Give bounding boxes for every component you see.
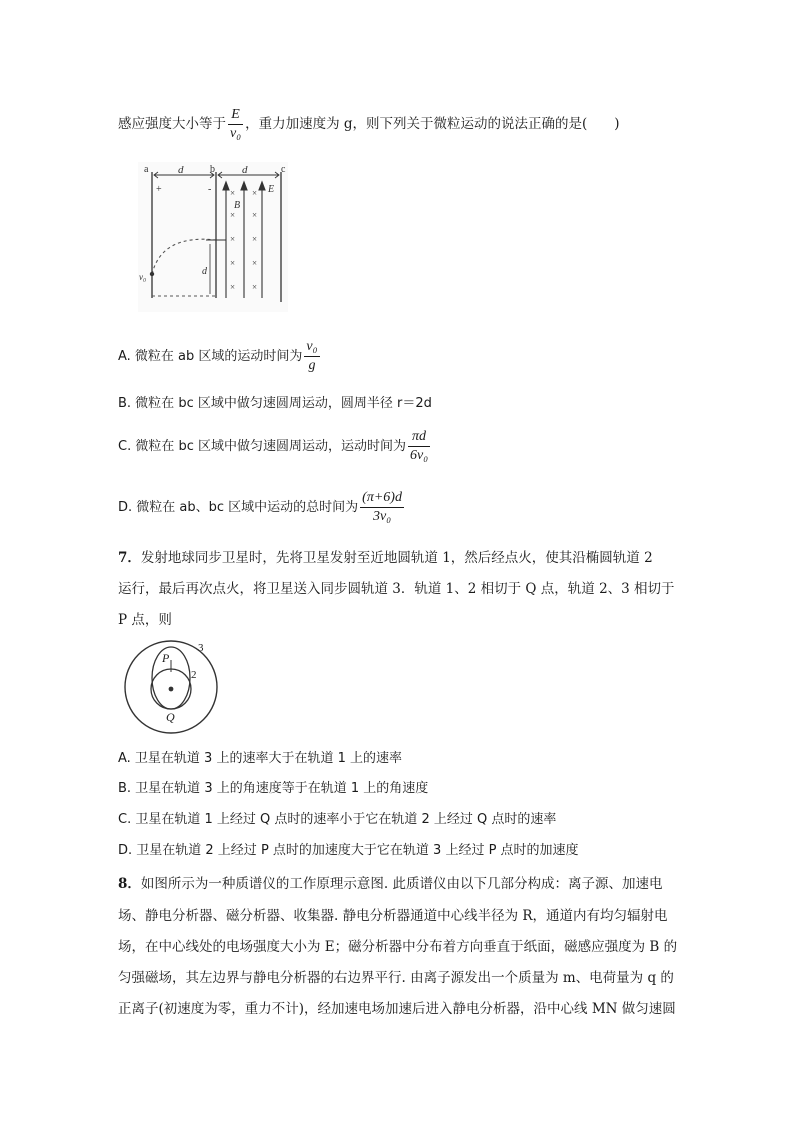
q7-option-b: B. 卫星在轨道 3 上的角速度等于在轨道 1 上的角速度 [118, 781, 429, 796]
label-E: E [268, 184, 275, 195]
fraction-numerator: (π+6)d [360, 489, 404, 508]
label-d-bc: d [242, 164, 248, 176]
label-b: b [210, 164, 215, 175]
question-text: 发射地球同步卫星时，先将卫星发射至近地圆轨道 1，然后经点火，使其沿椭圆轨道 2 [140, 550, 653, 566]
svg-text:×: × [230, 234, 236, 244]
option-c-fraction [408, 428, 430, 465]
option-text: D. 微粒在 ab、bc 区域中运动的总时间为 [118, 500, 359, 515]
label-P: P [162, 651, 170, 665]
svg-text:×: × [230, 258, 236, 268]
question-number: 8． [118, 876, 141, 892]
q6-option-b: B. 微粒在 bc 区域中做匀速圆周运动，圆周半径 r＝2d [118, 396, 432, 411]
q7-line-1 [118, 548, 653, 568]
q7-option-a: A. 卫星在轨道 3 上的速率大于在轨道 1 上的速率 [118, 751, 403, 766]
fraction-denominator: g [308, 358, 316, 373]
option-text: A. 微粒在 ab 区域的运动时间为 [118, 349, 303, 364]
svg-text:×: × [252, 258, 258, 268]
label-c: c [281, 164, 286, 175]
label-d-vertical: d [202, 266, 207, 277]
q6-intro-fraction [228, 106, 243, 143]
q6-intro-pre: 感应强度大小等于 [118, 116, 226, 132]
label-minus: - [208, 184, 212, 195]
svg-text:×: × [252, 282, 258, 292]
q8-line-1 [118, 874, 663, 894]
svg-text:×: × [252, 234, 258, 244]
fraction-denominator: v₀ [230, 126, 242, 141]
question-number: 7． [118, 550, 141, 566]
fraction-denominator: 6v₀ [410, 448, 429, 463]
q6-intro-post: ，重力加速度为 g，则下列关于微粒运动的说法正确的是( ) [245, 116, 620, 132]
label-d-ab: d [178, 164, 184, 176]
fraction-numerator: E [228, 106, 243, 125]
label-orbit-2: 2 [191, 669, 197, 681]
svg-text:×: × [230, 282, 236, 292]
label-v0: v₀ [139, 272, 147, 282]
label-B: B [234, 200, 241, 211]
q8-line-5: 正离子(初速度为零，重力不计)，经加速电场加速后进入静电分析器，沿中心线 MN 做匀速圆 [118, 1001, 676, 1017]
q6-intro-line [118, 106, 620, 143]
label-plus: + [156, 184, 162, 195]
svg-text:×: × [230, 210, 236, 220]
q6-field-diagram [138, 162, 288, 312]
q7-line-2: 运行，最后再次点火，将卫星送入同步圆轨道 3．轨道 1、2 相切于 Q 点，轨道 2、3 相切于 [118, 581, 675, 597]
fraction-numerator: πd [408, 428, 430, 447]
label-a: a [144, 164, 149, 175]
earth-center [169, 687, 174, 692]
q7-option-d: D. 卫星在轨道 2 上经过 P 点时的加速度大于它在轨道 3 上经过 P 点时的加速度 [118, 843, 579, 858]
svg-text:×: × [252, 188, 258, 198]
option-text: C. 微粒在 bc 区域中做匀速圆周运动，运动时间为 [118, 439, 407, 454]
q8-line-3: 场，在中心线处的电场强度大小为 E；磁分析器中分布着方向垂直于纸面，磁感应强度为 B 的 [118, 939, 678, 955]
fraction-denominator: 3v₀ [373, 509, 392, 524]
q7-option-c: C. 卫星在轨道 1 上经过 Q 点时的速率小于它在轨道 2 上经过 Q 点时的速率 [118, 812, 557, 827]
fraction-numerator: v₀ [304, 338, 319, 357]
option-d-fraction [360, 489, 404, 526]
q8-line-4: 匀强磁场，其左边界与静电分析器的右边界平行. 由离子源发出一个质量为 m、电荷量为 q 的 [118, 970, 674, 986]
orbit-2 [152, 647, 190, 709]
q6-option-c [118, 428, 432, 465]
q8-line-2: 场、静电分析器、磁分析器、收集器. 静电分析器通道中心线半径为 R，通道内有均匀辐射电 [118, 908, 668, 924]
q7-line-3: P 点，则 [118, 612, 172, 628]
q6-option-a [118, 338, 322, 375]
question-text: 如图所示为一种质谱仪的工作原理示意图. 此质谱仪由以下几部分构成：离子源、加速电 [140, 876, 663, 892]
q6-option-d [118, 489, 406, 526]
svg-text:×: × [230, 188, 236, 198]
svg-text:×: × [252, 210, 258, 220]
option-a-fraction [304, 338, 319, 375]
q7-orbit-diagram [116, 638, 226, 736]
label-orbit-3: 3 [198, 642, 204, 654]
label-Q: Q [166, 710, 175, 724]
